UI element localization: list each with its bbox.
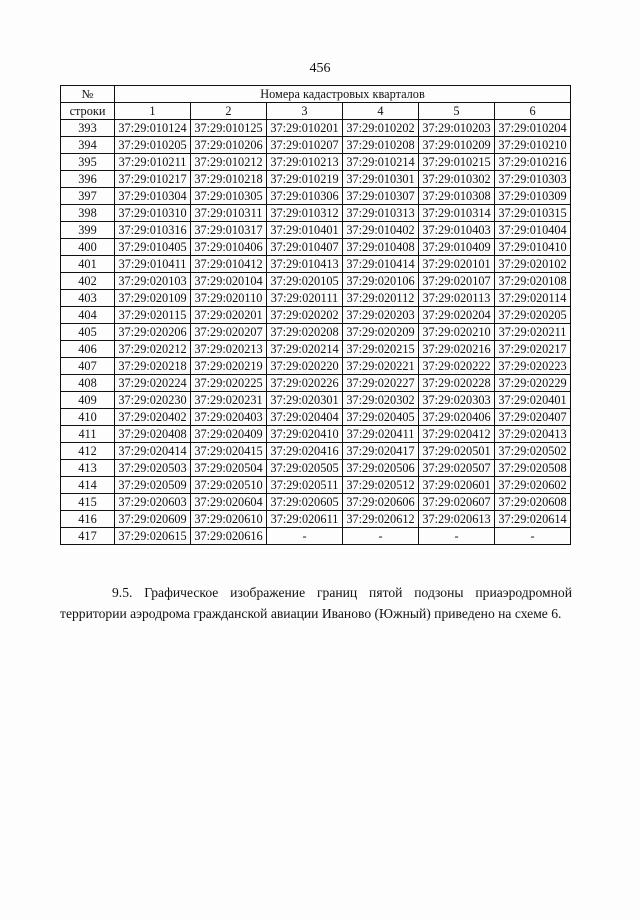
cadastral-number-cell: 37:29:010205	[115, 137, 191, 154]
cadastral-number-cell: 37:29:020410	[267, 426, 343, 443]
cadastral-number-cell: 37:29:020508	[495, 460, 571, 477]
cadastral-number-cell: 37:29:010315	[495, 205, 571, 222]
cadastral-number-cell: 37:29:010302	[419, 171, 495, 188]
table-row	[61, 188, 571, 205]
row-number-cell: 412	[61, 443, 115, 460]
cadastral-number-cell: 37:29:020603	[115, 494, 191, 511]
table-row	[61, 120, 571, 137]
cadastral-number-cell: 37:29:010206	[191, 137, 267, 154]
cadastral-number-cell: 37:29:010301	[343, 171, 419, 188]
cadastral-number-cell: 37:29:010303	[495, 171, 571, 188]
row-number-cell: 408	[61, 375, 115, 392]
header-column: 1	[115, 103, 191, 120]
cadastral-number-cell: 37:29:020301	[267, 392, 343, 409]
cadastral-number-cell: 37:29:020205	[495, 307, 571, 324]
cadastral-number-cell: 37:29:020218	[115, 358, 191, 375]
table-row	[61, 171, 571, 188]
cadastral-number-cell: 37:29:010202	[343, 120, 419, 137]
cadastral-number-cell: 37:29:020404	[267, 409, 343, 426]
cadastral-number-cell: 37:29:020110	[191, 290, 267, 307]
cadastral-number-cell: 37:29:020229	[495, 375, 571, 392]
cadastral-number-cell: 37:29:020224	[115, 375, 191, 392]
cadastral-number-cell: 37:29:020213	[191, 341, 267, 358]
cadastral-number-cell: 37:29:010211	[115, 154, 191, 171]
table-row	[61, 358, 571, 375]
cadastral-number-cell: 37:29:010413	[267, 256, 343, 273]
cadastral-number-cell: -	[343, 528, 419, 545]
cadastral-number-cell: 37:29:020210	[419, 324, 495, 341]
cadastral-number-cell: 37:29:020415	[191, 443, 267, 460]
cadastral-number-cell: 37:29:020302	[343, 392, 419, 409]
cadastral-number-cell: -	[419, 528, 495, 545]
row-number-cell: 411	[61, 426, 115, 443]
row-number-cell: 400	[61, 239, 115, 256]
header-cadastral-group: Номера кадастровых кварталов	[115, 86, 571, 103]
cadastral-number-cell: 37:29:010201	[267, 120, 343, 137]
table-row	[61, 205, 571, 222]
cadastral-number-cell: 37:29:020214	[267, 341, 343, 358]
table-row	[61, 477, 571, 494]
header-column: 2	[191, 103, 267, 120]
cadastral-number-cell: 37:29:010305	[191, 188, 267, 205]
header-column: 3	[267, 103, 343, 120]
cadastral-number-cell: 37:29:020206	[115, 324, 191, 341]
cadastral-number-cell: 37:29:020601	[419, 477, 495, 494]
cadastral-number-cell: 37:29:010410	[495, 239, 571, 256]
table-row	[61, 392, 571, 409]
row-number-cell: 416	[61, 511, 115, 528]
row-number-cell: 414	[61, 477, 115, 494]
cadastral-number-cell: 37:29:010308	[419, 188, 495, 205]
table-row	[61, 460, 571, 477]
cadastral-number-cell: 37:29:020227	[343, 375, 419, 392]
cadastral-number-cell: 37:29:020111	[267, 290, 343, 307]
cadastral-number-cell: 37:29:010216	[495, 154, 571, 171]
table-row	[61, 154, 571, 171]
cadastral-number-cell: 37:29:010306	[267, 188, 343, 205]
cadastral-number-cell: 37:29:020413	[495, 426, 571, 443]
cadastral-number-cell: 37:29:020406	[419, 409, 495, 426]
cadastral-number-cell: 37:29:020202	[267, 307, 343, 324]
cadastral-number-cell: 37:29:020608	[495, 494, 571, 511]
row-number-cell: 403	[61, 290, 115, 307]
cadastral-number-cell: 37:29:020212	[115, 341, 191, 358]
cadastral-number-cell: 37:29:020412	[419, 426, 495, 443]
cadastral-number-cell: 37:29:010412	[191, 256, 267, 273]
cadastral-number-cell: 37:29:010309	[495, 188, 571, 205]
table-row	[61, 137, 571, 154]
cadastral-number-cell: 37:29:020223	[495, 358, 571, 375]
cadastral-number-cell: 37:29:010414	[343, 256, 419, 273]
cadastral-number-cell: 37:29:020115	[115, 307, 191, 324]
row-number-cell: 410	[61, 409, 115, 426]
header-row-number-bottom: строки	[61, 103, 115, 120]
cadastral-number-cell: 37:29:010217	[115, 171, 191, 188]
row-number-cell: 404	[61, 307, 115, 324]
section-paragraph: 9.5. Графическое изображение границ пятой подзоны приаэродромной территории аэродрома гражданской авиации Иваново (Южный) приведено на схеме 6.	[60, 584, 572, 621]
cadastral-number-cell: 37:29:020113	[419, 290, 495, 307]
cadastral-number-cell: 37:29:020112	[343, 290, 419, 307]
cadastral-number-cell: 37:29:010307	[343, 188, 419, 205]
table-row	[61, 273, 571, 290]
cadastral-number-cell: 37:29:020611	[267, 511, 343, 528]
cadastral-number-cell: 37:29:010312	[267, 205, 343, 222]
row-number-cell: 405	[61, 324, 115, 341]
cadastral-number-cell: 37:29:020607	[419, 494, 495, 511]
row-number-cell: 413	[61, 460, 115, 477]
cadastral-number-cell: 37:29:020507	[419, 460, 495, 477]
cadastral-number-cell: 37:29:010408	[343, 239, 419, 256]
cadastral-number-cell: 37:29:010409	[419, 239, 495, 256]
cadastral-number-cell: 37:29:020103	[115, 273, 191, 290]
cadastral-number-cell: 37:29:010311	[191, 205, 267, 222]
cadastral-number-cell: 37:29:020204	[419, 307, 495, 324]
header-column: 5	[419, 103, 495, 120]
table-body	[61, 120, 571, 545]
cadastral-number-cell: 37:29:020231	[191, 392, 267, 409]
cadastral-number-cell: 37:29:010218	[191, 171, 267, 188]
table-header	[61, 86, 571, 120]
cadastral-number-cell: 37:29:010213	[267, 154, 343, 171]
cadastral-number-cell: 37:29:020605	[267, 494, 343, 511]
cadastral-number-cell: 37:29:010208	[343, 137, 419, 154]
cadastral-number-cell: 37:29:020416	[267, 443, 343, 460]
cadastral-number-cell: 37:29:020504	[191, 460, 267, 477]
row-number-cell: 417	[61, 528, 115, 545]
cadastral-number-cell: 37:29:020408	[115, 426, 191, 443]
cadastral-number-cell: 37:29:020609	[115, 511, 191, 528]
cadastral-number-cell: 37:29:010403	[419, 222, 495, 239]
cadastral-number-cell: 37:29:020114	[495, 290, 571, 307]
cadastral-number-cell: 37:29:020107	[419, 273, 495, 290]
cadastral-number-cell: 37:29:020411	[343, 426, 419, 443]
row-number-cell: 415	[61, 494, 115, 511]
cadastral-number-cell: 37:29:020201	[191, 307, 267, 324]
cadastral-number-cell: 37:29:020203	[343, 307, 419, 324]
cadastral-number-cell: 37:29:020604	[191, 494, 267, 511]
cadastral-number-cell: 37:29:010209	[419, 137, 495, 154]
cadastral-number-cell: 37:29:010125	[191, 120, 267, 137]
cadastral-number-cell: 37:29:020606	[343, 494, 419, 511]
row-number-cell: 402	[61, 273, 115, 290]
table-row	[61, 426, 571, 443]
cadastral-number-cell: 37:29:020614	[495, 511, 571, 528]
cadastral-number-cell: 37:29:020502	[495, 443, 571, 460]
cadastral-number-cell: 37:29:010310	[115, 205, 191, 222]
cadastral-number-cell: 37:29:010405	[115, 239, 191, 256]
cadastral-number-cell: 37:29:020303	[419, 392, 495, 409]
table-row	[61, 239, 571, 256]
cadastral-number-cell: 37:29:020109	[115, 290, 191, 307]
cadastral-number-cell: 37:29:010214	[343, 154, 419, 171]
cadastral-number-cell: 37:29:020209	[343, 324, 419, 341]
cadastral-number-cell: 37:29:020215	[343, 341, 419, 358]
cadastral-number-cell: 37:29:020602	[495, 477, 571, 494]
cadastral-number-cell: 37:29:020511	[267, 477, 343, 494]
cadastral-number-cell: 37:29:020226	[267, 375, 343, 392]
cadastral-number-cell: 37:29:020102	[495, 256, 571, 273]
cadastral-number-cell: 37:29:020207	[191, 324, 267, 341]
cadastral-number-cell: 37:29:010204	[495, 120, 571, 137]
cadastral-number-cell: 37:29:020108	[495, 273, 571, 290]
cadastral-number-cell: 37:29:020221	[343, 358, 419, 375]
cadastral-number-cell: 37:29:010411	[115, 256, 191, 273]
table-row	[61, 494, 571, 511]
cadastral-number-cell: 37:29:020503	[115, 460, 191, 477]
cadastral-number-cell: 37:29:020211	[495, 324, 571, 341]
table-row	[61, 511, 571, 528]
row-number-cell: 406	[61, 341, 115, 358]
cadastral-number-cell: 37:29:010210	[495, 137, 571, 154]
row-number-cell: 394	[61, 137, 115, 154]
cadastral-number-cell: 37:29:020510	[191, 477, 267, 494]
table-row	[61, 409, 571, 426]
cadastral-number-cell: 37:29:020616	[191, 528, 267, 545]
cadastral-number-cell: 37:29:010314	[419, 205, 495, 222]
header-column: 4	[343, 103, 419, 120]
cadastral-number-cell: 37:29:010316	[115, 222, 191, 239]
row-number-cell: 401	[61, 256, 115, 273]
cadastral-number-cell: 37:29:010401	[267, 222, 343, 239]
cadastral-quarters-table	[60, 85, 571, 545]
cadastral-number-cell: 37:29:010407	[267, 239, 343, 256]
cadastral-number-cell: 37:29:020225	[191, 375, 267, 392]
row-number-cell: 397	[61, 188, 115, 205]
cadastral-number-cell: 37:29:020417	[343, 443, 419, 460]
cadastral-number-cell: 37:29:010212	[191, 154, 267, 171]
cadastral-number-cell: -	[267, 528, 343, 545]
cadastral-number-cell: 37:29:020402	[115, 409, 191, 426]
cadastral-number-cell: 37:29:020409	[191, 426, 267, 443]
cadastral-number-cell: 37:29:020403	[191, 409, 267, 426]
header-column: 6	[495, 103, 571, 120]
header-row-number-top: №	[61, 86, 115, 103]
cadastral-number-cell: 37:29:010404	[495, 222, 571, 239]
cadastral-number-cell: 37:29:020610	[191, 511, 267, 528]
cadastral-number-cell: 37:29:020105	[267, 273, 343, 290]
cadastral-number-cell: 37:29:020101	[419, 256, 495, 273]
table-row	[61, 307, 571, 324]
table-row	[61, 341, 571, 358]
row-number-cell: 398	[61, 205, 115, 222]
table-row	[61, 443, 571, 460]
cadastral-number-cell: 37:29:020613	[419, 511, 495, 528]
cadastral-number-cell: 37:29:020612	[343, 511, 419, 528]
row-number-cell: 409	[61, 392, 115, 409]
cadastral-number-cell: 37:29:020509	[115, 477, 191, 494]
cadastral-number-cell: 37:29:020104	[191, 273, 267, 290]
cadastral-number-cell: 37:29:020512	[343, 477, 419, 494]
cadastral-number-cell: 37:29:010124	[115, 120, 191, 137]
table-row	[61, 528, 571, 545]
cadastral-number-cell: 37:29:020401	[495, 392, 571, 409]
cadastral-number-cell: 37:29:010203	[419, 120, 495, 137]
cadastral-number-cell: 37:29:020405	[343, 409, 419, 426]
table-row	[61, 256, 571, 273]
page-number: 456	[309, 61, 331, 76]
cadastral-number-cell: 37:29:010219	[267, 171, 343, 188]
cadastral-number-cell: 37:29:010406	[191, 239, 267, 256]
cadastral-number-cell: 37:29:010215	[419, 154, 495, 171]
cadastral-number-cell: 37:29:020414	[115, 443, 191, 460]
cadastral-number-cell: 37:29:020501	[419, 443, 495, 460]
cadastral-number-cell: 37:29:010313	[343, 205, 419, 222]
row-number-cell: 395	[61, 154, 115, 171]
cadastral-number-cell: 37:29:020219	[191, 358, 267, 375]
cadastral-number-cell: 37:29:010304	[115, 188, 191, 205]
table-row	[61, 222, 571, 239]
cadastral-number-cell: 37:29:020505	[267, 460, 343, 477]
cadastral-number-cell: 37:29:020222	[419, 358, 495, 375]
cadastral-number-cell: 37:29:020220	[267, 358, 343, 375]
cadastral-number-cell: 37:29:010317	[191, 222, 267, 239]
table-row	[61, 290, 571, 307]
cadastral-number-cell: 37:29:020228	[419, 375, 495, 392]
cadastral-number-cell: 37:29:020217	[495, 341, 571, 358]
cadastral-number-cell: 37:29:020506	[343, 460, 419, 477]
table-row	[61, 375, 571, 392]
cadastral-number-cell: 37:29:010402	[343, 222, 419, 239]
row-number-cell: 396	[61, 171, 115, 188]
cadastral-number-cell: 37:29:020615	[115, 528, 191, 545]
cadastral-number-cell: 37:29:020407	[495, 409, 571, 426]
row-number-cell: 399	[61, 222, 115, 239]
cadastral-number-cell: 37:29:020208	[267, 324, 343, 341]
row-number-cell: 393	[61, 120, 115, 137]
cadastral-number-cell: 37:29:010207	[267, 137, 343, 154]
row-number-cell: 407	[61, 358, 115, 375]
cadastral-number-cell: 37:29:020230	[115, 392, 191, 409]
table-row	[61, 324, 571, 341]
cadastral-number-cell: 37:29:020216	[419, 341, 495, 358]
cadastral-number-cell: -	[495, 528, 571, 545]
cadastral-number-cell: 37:29:020106	[343, 273, 419, 290]
